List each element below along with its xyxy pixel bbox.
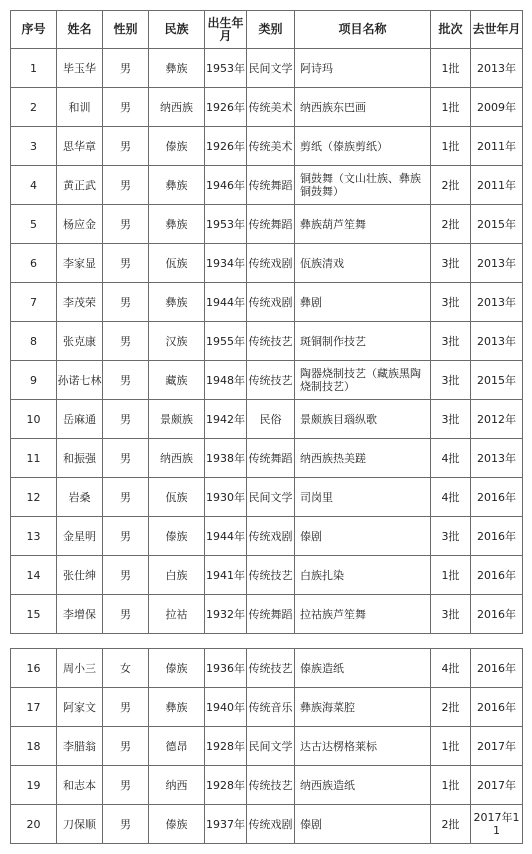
cell-name: 孙诺七林 (57, 361, 103, 400)
cell-batch: 2批 (431, 166, 471, 205)
cell-death: 2016年 (471, 478, 523, 517)
cell-ethnicity: 汉族 (149, 322, 205, 361)
cell-project: 纳西族东巴画 (295, 88, 431, 127)
table-row (11, 166, 523, 205)
cell-gender: 男 (103, 727, 149, 766)
cell-name: 毕玉华 (57, 49, 103, 88)
cell-birth: 1926年 (205, 127, 247, 166)
cell-batch: 4批 (431, 649, 471, 688)
cell-ethnicity: 彝族 (149, 166, 205, 205)
cell-birth: 1953年 (205, 49, 247, 88)
cell-name: 李家显 (57, 244, 103, 283)
cell-birth: 1948年 (205, 361, 247, 400)
cell-death: 2013年 (471, 322, 523, 361)
cell-gender: 男 (103, 166, 149, 205)
cell-death: 2013年 (471, 49, 523, 88)
cell-seq: 14 (11, 556, 57, 595)
table-row (11, 439, 523, 478)
table-row (11, 361, 523, 400)
cell-gender: 女 (103, 649, 149, 688)
cell-ethnicity: 德昂 (149, 727, 205, 766)
header-birth: 出生年月 (205, 11, 247, 49)
cell-gender: 男 (103, 49, 149, 88)
cell-gender: 男 (103, 361, 149, 400)
cell-project: 彝族海菜腔 (295, 688, 431, 727)
cell-ethnicity: 彝族 (149, 688, 205, 727)
cell-batch: 4批 (431, 478, 471, 517)
cell-gender: 男 (103, 400, 149, 439)
cell-project: 纳西族热美蹉 (295, 439, 431, 478)
cell-ethnicity: 傣族 (149, 649, 205, 688)
cell-project: 彝剧 (295, 283, 431, 322)
table-row (11, 595, 523, 634)
cell-ethnicity: 纳西族 (149, 439, 205, 478)
cell-ethnicity: 景颇族 (149, 400, 205, 439)
cell-ethnicity: 傣族 (149, 805, 205, 844)
cell-seq: 5 (11, 205, 57, 244)
cell-seq: 6 (11, 244, 57, 283)
cell-birth: 1946年 (205, 166, 247, 205)
cell-birth: 1944年 (205, 517, 247, 556)
cell-batch: 3批 (431, 361, 471, 400)
cell-birth: 1944年 (205, 283, 247, 322)
cell-gender: 男 (103, 88, 149, 127)
cell-name: 金星明 (57, 517, 103, 556)
cell-death: 2013年 (471, 283, 523, 322)
cell-birth: 1940年 (205, 688, 247, 727)
cell-name: 岩桑 (57, 478, 103, 517)
table-row (11, 727, 523, 766)
cell-category: 传统音乐 (247, 688, 295, 727)
cell-birth: 1928年 (205, 766, 247, 805)
cell-seq: 7 (11, 283, 57, 322)
cell-batch: 3批 (431, 517, 471, 556)
cell-seq: 15 (11, 595, 57, 634)
cell-gender: 男 (103, 766, 149, 805)
cell-name: 刀保顺 (57, 805, 103, 844)
cell-project: 铜鼓舞（文山壮族、彝族铜鼓舞） (295, 166, 431, 205)
cell-gender: 男 (103, 439, 149, 478)
cell-birth: 1937年 (205, 805, 247, 844)
cell-death: 2016年 (471, 688, 523, 727)
table-row (11, 478, 523, 517)
cell-category: 民间文学 (247, 478, 295, 517)
cell-birth: 1942年 (205, 400, 247, 439)
cell-seq: 1 (11, 49, 57, 88)
heritage-table-part2 (10, 648, 523, 844)
header-category: 类别 (247, 11, 295, 49)
cell-seq: 16 (11, 649, 57, 688)
cell-ethnicity: 彝族 (149, 283, 205, 322)
cell-batch: 3批 (431, 283, 471, 322)
cell-category: 传统戏剧 (247, 244, 295, 283)
cell-ethnicity: 纳西族 (149, 88, 205, 127)
cell-gender: 男 (103, 283, 149, 322)
cell-project: 陶器烧制技艺（藏族黑陶烧制技艺） (295, 361, 431, 400)
cell-seq: 2 (11, 88, 57, 127)
cell-seq: 3 (11, 127, 57, 166)
cell-name: 和志本 (57, 766, 103, 805)
cell-category: 传统技艺 (247, 556, 295, 595)
cell-project: 纳西族造纸 (295, 766, 431, 805)
cell-category: 民间文学 (247, 727, 295, 766)
header-gender: 性别 (103, 11, 149, 49)
table-row (11, 205, 523, 244)
cell-death: 2011年 (471, 166, 523, 205)
cell-birth: 1930年 (205, 478, 247, 517)
cell-gender: 男 (103, 595, 149, 634)
table-row (11, 244, 523, 283)
header-ethnicity: 民族 (149, 11, 205, 49)
cell-category: 传统技艺 (247, 361, 295, 400)
cell-project: 司岗里 (295, 478, 431, 517)
cell-birth: 1932年 (205, 595, 247, 634)
cell-category: 传统技艺 (247, 766, 295, 805)
cell-batch: 3批 (431, 244, 471, 283)
cell-death: 2017年11 (471, 805, 523, 844)
cell-seq: 19 (11, 766, 57, 805)
cell-seq: 13 (11, 517, 57, 556)
cell-birth: 1934年 (205, 244, 247, 283)
cell-project: 傣族造纸 (295, 649, 431, 688)
cell-category: 传统舞蹈 (247, 439, 295, 478)
cell-birth: 1928年 (205, 727, 247, 766)
cell-death: 2017年 (471, 766, 523, 805)
table-row (11, 517, 523, 556)
cell-death: 2011年 (471, 127, 523, 166)
cell-category: 传统舞蹈 (247, 205, 295, 244)
header-row (11, 11, 523, 49)
cell-category: 传统戏剧 (247, 517, 295, 556)
cell-birth: 1926年 (205, 88, 247, 127)
table-row (11, 283, 523, 322)
table-row (11, 805, 523, 844)
cell-gender: 男 (103, 517, 149, 556)
cell-ethnicity: 佤族 (149, 244, 205, 283)
cell-death: 2015年 (471, 205, 523, 244)
cell-project: 白族扎染 (295, 556, 431, 595)
cell-death: 2016年 (471, 595, 523, 634)
cell-name: 黄正武 (57, 166, 103, 205)
cell-seq: 11 (11, 439, 57, 478)
cell-birth: 1955年 (205, 322, 247, 361)
cell-death: 2016年 (471, 517, 523, 556)
header-batch: 批次 (431, 11, 471, 49)
cell-name: 和训 (57, 88, 103, 127)
cell-name: 岳麻通 (57, 400, 103, 439)
cell-gender: 男 (103, 205, 149, 244)
cell-category: 民间文学 (247, 49, 295, 88)
cell-batch: 1批 (431, 88, 471, 127)
cell-death: 2013年 (471, 439, 523, 478)
cell-name: 李增保 (57, 595, 103, 634)
cell-seq: 9 (11, 361, 57, 400)
cell-batch: 1批 (431, 766, 471, 805)
cell-batch: 2批 (431, 805, 471, 844)
header-project: 项目名称 (295, 11, 431, 49)
cell-ethnicity: 纳西 (149, 766, 205, 805)
cell-category: 传统技艺 (247, 322, 295, 361)
cell-batch: 3批 (431, 595, 471, 634)
cell-ethnicity: 傣族 (149, 127, 205, 166)
cell-category: 传统技艺 (247, 649, 295, 688)
cell-batch: 2批 (431, 688, 471, 727)
cell-project: 佤族清戏 (295, 244, 431, 283)
cell-category: 传统戏剧 (247, 805, 295, 844)
cell-batch: 4批 (431, 439, 471, 478)
cell-ethnicity: 彝族 (149, 49, 205, 88)
cell-gender: 男 (103, 478, 149, 517)
cell-name: 李茂荣 (57, 283, 103, 322)
cell-batch: 1批 (431, 727, 471, 766)
cell-birth: 1953年 (205, 205, 247, 244)
cell-name: 张克康 (57, 322, 103, 361)
cell-category: 传统戏剧 (247, 283, 295, 322)
cell-death: 2015年 (471, 361, 523, 400)
cell-name: 张仕绅 (57, 556, 103, 595)
cell-project: 拉祜族芦笙舞 (295, 595, 431, 634)
cell-name: 阿家文 (57, 688, 103, 727)
cell-death: 2009年 (471, 88, 523, 127)
table-row (11, 688, 523, 727)
cell-seq: 17 (11, 688, 57, 727)
cell-gender: 男 (103, 805, 149, 844)
section-gap (0, 636, 532, 648)
header-name: 姓名 (57, 11, 103, 49)
cell-death: 2017年 (471, 727, 523, 766)
cell-ethnicity: 傣族 (149, 517, 205, 556)
cell-name: 和振强 (57, 439, 103, 478)
cell-project: 彝族葫芦笙舞 (295, 205, 431, 244)
cell-seq: 4 (11, 166, 57, 205)
heritage-table-part1 (10, 10, 523, 634)
cell-ethnicity: 拉祜 (149, 595, 205, 634)
cell-category: 传统美术 (247, 88, 295, 127)
cell-category: 传统舞蹈 (247, 595, 295, 634)
table-row (11, 322, 523, 361)
cell-seq: 12 (11, 478, 57, 517)
cell-name: 思华章 (57, 127, 103, 166)
cell-category: 民俗 (247, 400, 295, 439)
cell-seq: 18 (11, 727, 57, 766)
cell-project: 斑铜制作技艺 (295, 322, 431, 361)
cell-ethnicity: 佤族 (149, 478, 205, 517)
cell-batch: 2批 (431, 205, 471, 244)
cell-project: 阿诗玛 (295, 49, 431, 88)
cell-batch: 1批 (431, 127, 471, 166)
cell-birth: 1936年 (205, 649, 247, 688)
cell-seq: 10 (11, 400, 57, 439)
table-row (11, 766, 523, 805)
cell-death: 2012年 (471, 400, 523, 439)
cell-project: 傣剧 (295, 517, 431, 556)
cell-name: 周小三 (57, 649, 103, 688)
table-row (11, 649, 523, 688)
cell-ethnicity: 白族 (149, 556, 205, 595)
cell-batch: 3批 (431, 400, 471, 439)
table-row (11, 88, 523, 127)
cell-ethnicity: 藏族 (149, 361, 205, 400)
cell-batch: 3批 (431, 322, 471, 361)
cell-gender: 男 (103, 244, 149, 283)
cell-gender: 男 (103, 688, 149, 727)
header-death: 去世年月 (471, 11, 523, 49)
cell-category: 传统舞蹈 (247, 166, 295, 205)
cell-death: 2016年 (471, 649, 523, 688)
cell-birth: 1941年 (205, 556, 247, 595)
cell-project: 景颇族目瑙纵歌 (295, 400, 431, 439)
table-row (11, 127, 523, 166)
cell-batch: 1批 (431, 49, 471, 88)
cell-death: 2013年 (471, 244, 523, 283)
cell-name: 杨应金 (57, 205, 103, 244)
table-row (11, 556, 523, 595)
cell-name: 李腊翁 (57, 727, 103, 766)
cell-project: 剪纸（傣族剪纸） (295, 127, 431, 166)
cell-gender: 男 (103, 556, 149, 595)
cell-batch: 1批 (431, 556, 471, 595)
cell-ethnicity: 彝族 (149, 205, 205, 244)
cell-birth: 1938年 (205, 439, 247, 478)
cell-project: 达古达楞格莱标 (295, 727, 431, 766)
cell-gender: 男 (103, 127, 149, 166)
table-row (11, 49, 523, 88)
table-row (11, 400, 523, 439)
cell-project: 傣剧 (295, 805, 431, 844)
header-seq: 序号 (11, 11, 57, 49)
cell-death: 2016年 (471, 556, 523, 595)
cell-gender: 男 (103, 322, 149, 361)
cell-seq: 8 (11, 322, 57, 361)
cell-seq: 20 (11, 805, 57, 844)
cell-category: 传统美术 (247, 127, 295, 166)
